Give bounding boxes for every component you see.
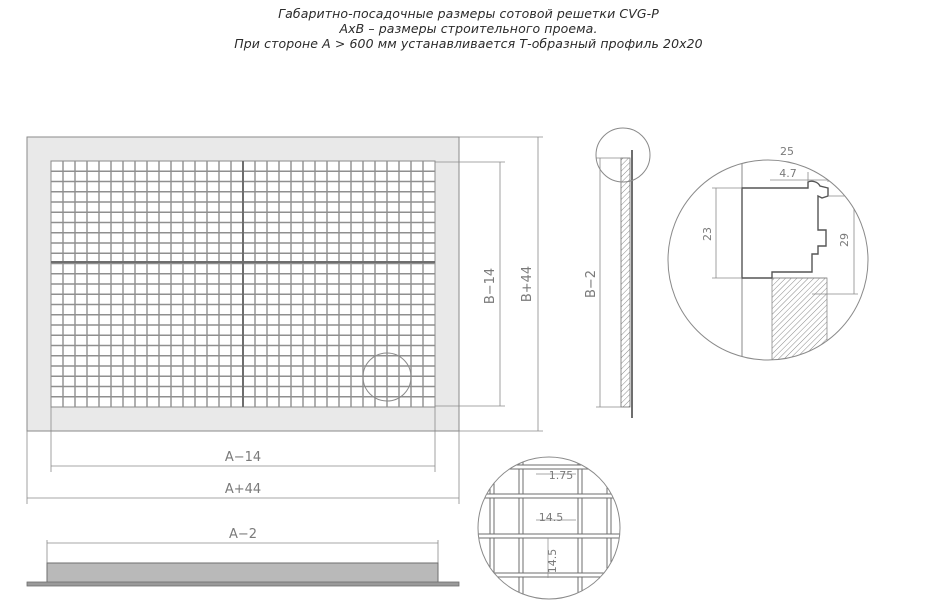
- grid-detail-vertical-wall: [519, 457, 523, 599]
- side-body: [621, 158, 630, 407]
- dim-b-plus-44: B+44: [520, 265, 535, 303]
- profile-outline: [742, 181, 828, 278]
- dim-a-minus-14: A−14: [224, 450, 262, 465]
- grid-detail-horizontal-wall: [478, 534, 620, 538]
- grid-detail-vertical-wall: [607, 457, 611, 599]
- side-view: [584, 128, 650, 418]
- caption-line-2: АхВ – размеры строительного проема.: [339, 21, 598, 36]
- grid-detail-horizontal-wall: [478, 494, 620, 498]
- front-view: [27, 137, 543, 504]
- dim-14-5-width: 14.5: [538, 511, 564, 524]
- dim-a-minus-2: A−2: [228, 527, 258, 542]
- grid-detail-vertical-wall: [490, 457, 494, 599]
- bottom-flange: [27, 582, 459, 586]
- profile-hatched-core: [772, 278, 827, 388]
- dim-1-75: 1.75: [548, 469, 574, 482]
- dim-23: 23: [701, 227, 714, 241]
- bottom-body: [47, 563, 438, 583]
- dim-b-minus-14: B−14: [483, 267, 498, 305]
- caption-line-3: При стороне А > 600 мм устанавливается Т-образный профиль 20х20: [234, 36, 703, 51]
- dim-25: 25: [780, 145, 794, 158]
- dim-b-minus-2: B−2: [584, 269, 599, 299]
- bottom-view: [27, 527, 459, 586]
- dim-14-5-height: 14.5: [546, 548, 559, 574]
- profile-detail: [668, 145, 868, 388]
- dim-4-7: 4.7: [779, 167, 797, 180]
- caption-line-1: Габаритно-посадочные размеры сотовой решетки CVG-P: [278, 6, 659, 21]
- grid-detail-vertical-wall: [578, 457, 582, 599]
- dim-29: 29: [838, 233, 851, 247]
- dim-a-plus-44: A+44: [224, 482, 262, 497]
- grid-detail: [478, 457, 620, 599]
